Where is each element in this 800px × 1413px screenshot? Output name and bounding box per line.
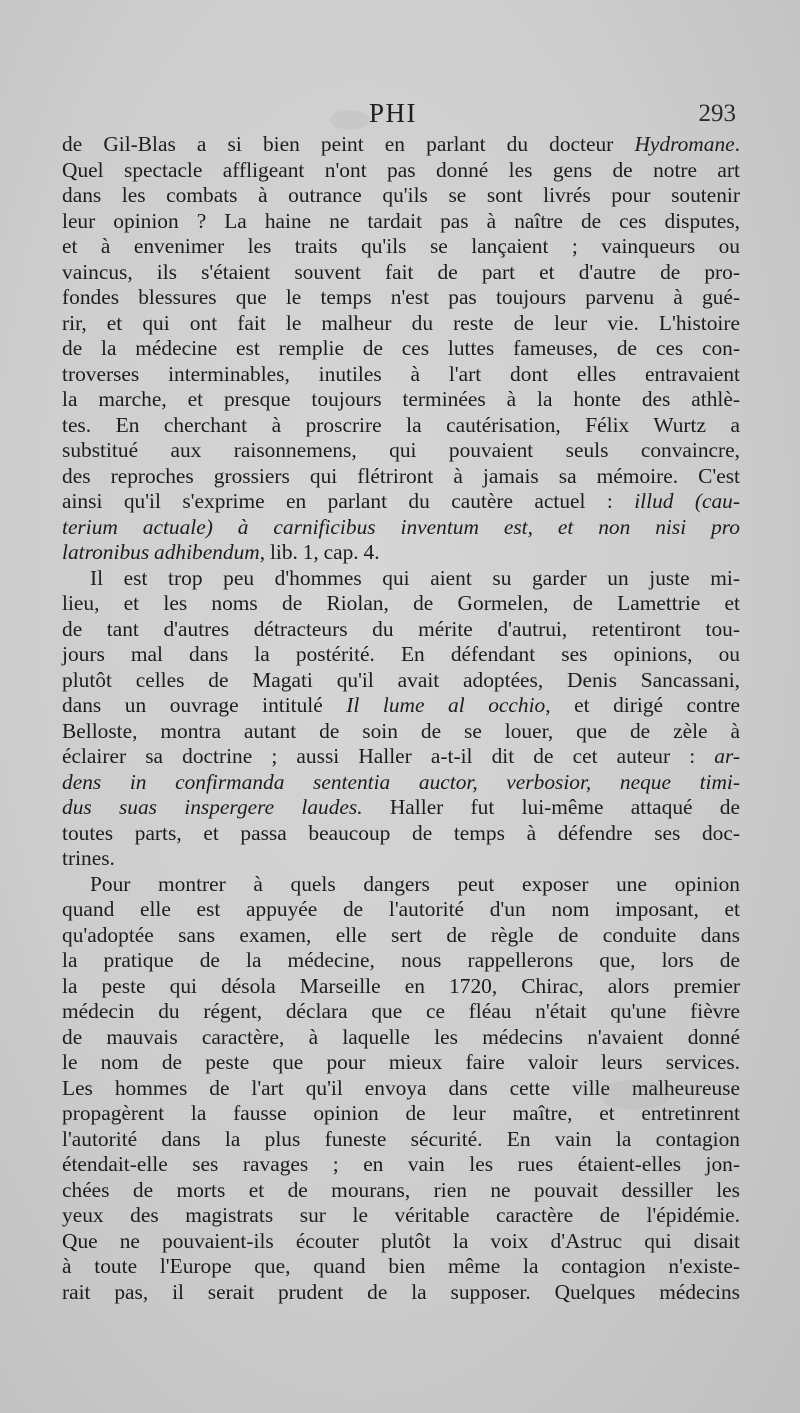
text-line [62,336,740,362]
line-text: la pratique de la médecine, nous rappellerons que, lors de [62,948,740,972]
text-line [62,668,740,694]
line-text: Pour montrer à quels dangers peut exposer une opinion [90,871,740,896]
text-line [62,795,740,821]
text-line [62,1152,740,1178]
line-italic-text: dens in confirmanda sententia auctor, verbosior, neque timi- [62,769,740,794]
line-text: Quel spectacle affligeant n'ont pas donné les gens de notre art [62,157,740,182]
text-line [62,489,740,515]
line-text: de tant d'autres détracteurs du mérite d'autrui, retentiront tou- [62,616,740,641]
text-line [62,1076,740,1102]
line-text: quand elle est appuyée de l'autorité d'un nom imposant, et [62,897,740,921]
line-text: Belloste, montra autant de soin de se louer, que de zèle à [62,718,740,743]
text-line [62,413,740,439]
text-line [62,1178,740,1204]
line-italic-text: Hydromane [634,132,735,156]
line-text: jours mal dans la postérité. En défendant ses opinions, ou [62,642,740,666]
line-text: l'autorité dans la plus funeste sécurité. En vain la contagion [62,1126,740,1151]
text-line [62,719,740,745]
text-line [62,974,740,1000]
line-text: à toute l'Europe que, quand bien même la contagion n'existe- [62,1254,740,1278]
line-text: de Gil-Blas a si bien peint en parlant du docteur [62,132,635,156]
text-line [62,464,740,490]
text-line [62,209,740,235]
body-text [62,132,740,1305]
text-line [62,1203,740,1229]
text-line [62,744,740,770]
text-line [62,770,740,796]
text-line [62,540,740,566]
text-line [62,923,740,949]
line-text-after: , lib. 1, cap. 4. [259,540,380,564]
text-line [62,821,740,847]
line-text: Que ne pouvaient-ils écouter plutôt la voix d'Astruc qui disait [62,1228,740,1253]
line-text: dans un ouvrage intitulé [62,693,347,717]
text-line [62,362,740,388]
line-text: trines. [62,846,115,870]
line-text: plutôt celles de Magati qu'il avait adoptées, Denis Sancassani, [62,667,740,692]
text-line [62,1050,740,1076]
text-line [62,311,740,337]
text-line [62,693,740,719]
text-line [62,132,740,158]
line-italic-text: dus suas inspergere laudes. [62,795,363,819]
line-text: de mauvais caractère, à laquelle les médecins n'avaient donné [62,1024,740,1049]
text-line [62,846,740,872]
text-line [62,948,740,974]
line-italic-text: terium actuale) à carnificibus inventum est, et non nisi pro [62,514,740,539]
line-text: troverses interminables, inutiles à l'art dont elles entravaient [62,361,740,386]
text-line [62,260,740,286]
line-text: Il est trop peu d'hommes qui aient su garder un juste mi- [90,565,740,590]
line-text: de la médecine est remplie de ces luttes fameuses, de ces con- [62,336,740,360]
line-text: éclairer sa doctrine ; aussi Haller a-t-il dit de cet auteur : [62,744,715,768]
text-line [62,1254,740,1280]
line-text: propagèrent la fausse opinion de leur maître, et entretinrent [62,1101,740,1125]
text-line [62,387,740,413]
line-text: vaincus, ils s'étaient souvent fait de part et d'autre de pro- [62,259,740,284]
text-line [62,515,740,541]
line-text: Les hommes de l'art qu'il envoya dans cette ville malheureuse [62,1075,740,1100]
text-line [62,1127,740,1153]
text-line [62,642,740,668]
line-text: leur opinion ? La haine ne tardait pas à naître de ces disputes, [62,208,740,233]
text-line [62,183,740,209]
line-text-after: . [734,132,740,156]
line-text: substitué aux raisonnemens, qui pouvaient seuls convaincre, [62,438,740,462]
line-text: fondes blessures que le temps n'est pas toujours parvenu à gué- [62,285,740,309]
text-line [62,438,740,464]
line-text: le nom de peste que pour mieux faire valoir leurs services. [62,1050,740,1074]
line-text-after: , et dirigé contre [545,693,740,717]
line-text: ainsi qu'il s'exprime en parlant du cautère actuel : [62,489,635,513]
line-text: rait pas, il serait prudent de la supposer. Quelques médecins [62,1279,740,1304]
text-line [62,234,740,260]
line-text: chées de morts et de mourans, rien ne pouvait dessiller les [62,1177,740,1202]
line-text: des reproches grossiers qui flétriront à jamais sa mémoire. C'est [62,463,740,488]
text-line [62,1101,740,1127]
text-line [62,1025,740,1051]
line-text: la marche, et presque toujours terminées à la honte des athlè- [62,387,740,411]
line-text-after: Haller fut lui-même attaqué de [362,795,740,819]
line-text: médecin du régent, déclara que ce fléau n'était qu'une fièvre [62,999,740,1023]
line-text: et à envenimer les traits qu'ils se lançaient ; vainqueurs ou [62,234,740,258]
text-line [62,566,740,592]
text-line [62,897,740,923]
line-text: lieu, et les noms de Riolan, de Gormelen, de Lamettrie et [62,591,740,615]
line-text: la peste qui désola Marseille en 1720, Chirac, alors premier [62,973,740,998]
line-text: tes. En cherchant à proscrire la cautérisation, Félix Wurtz a [62,412,740,437]
text-line [62,999,740,1025]
line-text: étendait-elle ses ravages ; en vain les rues étaient-elles jon- [62,1152,740,1176]
text-line [62,1280,740,1306]
text-line [62,617,740,643]
line-italic-text: ar- [714,744,740,768]
line-italic-text: latronibus adhibendum [62,540,260,564]
running-head: PHI [369,98,418,128]
line-text: dans les combats à outrance qu'ils se sont livrés pour soutenir [62,183,740,207]
line-text: toutes parts, et passa beaucoup de temps à défendre ses doc- [62,820,740,845]
line-italic-text: Il lume al occhio [346,693,546,717]
line-italic-text: illud (cau- [634,489,740,513]
line-text: yeux des magistrats sur le véritable caractère de l'épidémie. [62,1203,740,1227]
text-line [62,872,740,898]
text-line [62,158,740,184]
text-line [62,1229,740,1255]
line-text: qu'adoptée sans examen, elle sert de règle de conduite dans [62,922,740,947]
page-number: 293 [698,100,736,127]
text-line [62,591,740,617]
text-line [62,285,740,311]
line-text: rir, et qui ont fait le malheur du reste de leur vie. L'histoire [62,310,740,335]
